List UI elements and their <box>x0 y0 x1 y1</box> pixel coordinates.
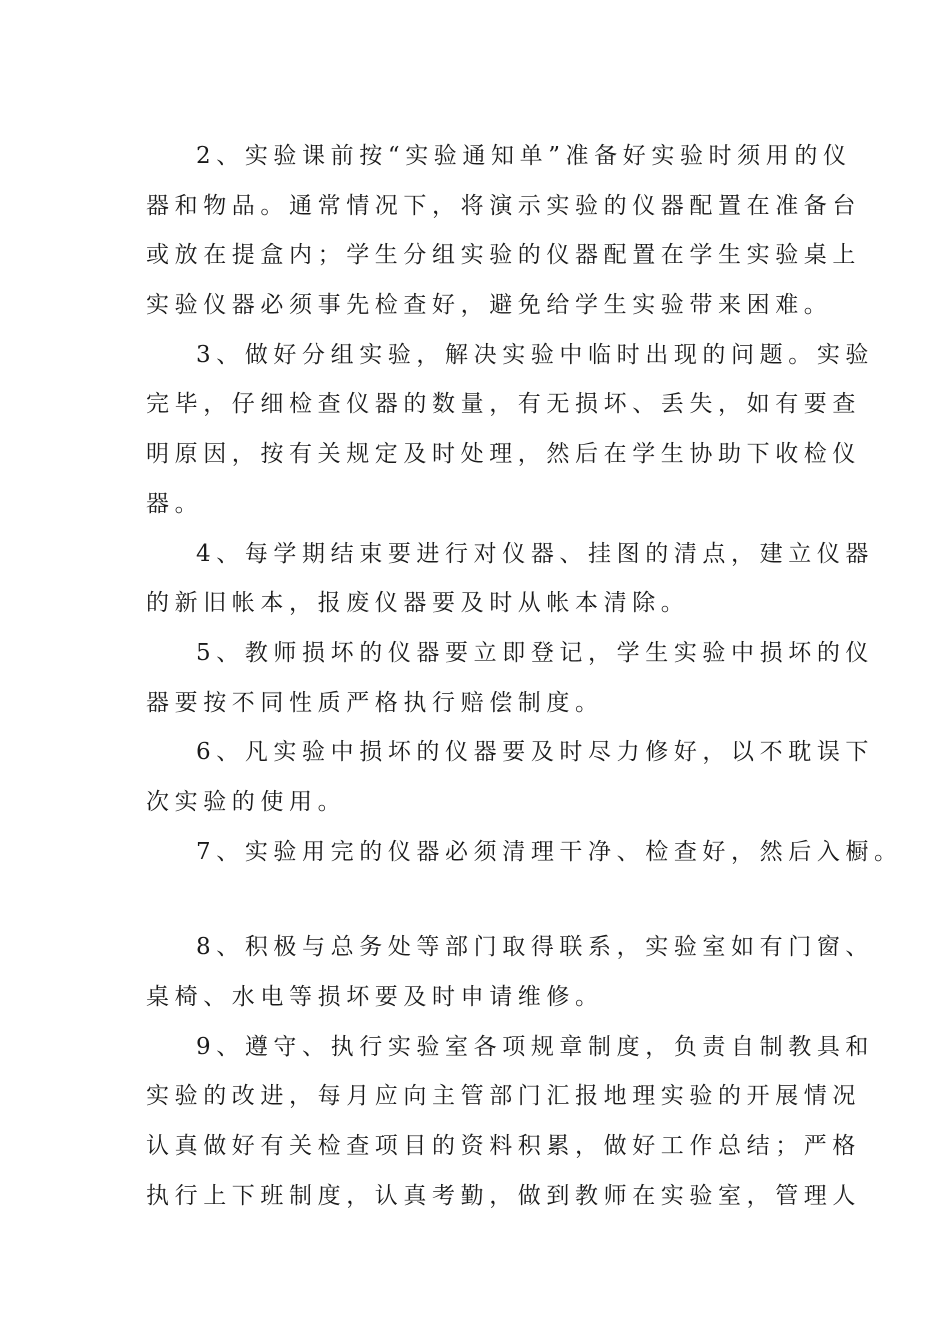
text-line: 4、每学期结束要进行对仪器、挂图的清点，建立仪器 <box>196 540 875 567</box>
text-line: 器和物品。通常情况下，将演示实验的仪器配置在准备台 <box>146 192 861 219</box>
text-line: 桌椅、水电等损坏要及时申请维修。 <box>146 984 604 1010</box>
text-line: 9、遵守、执行实验室各项规章制度，负责自制教具和 <box>196 1033 875 1060</box>
text-line: 3、做好分组实验，解决实验中临时出现的问题。实验 <box>196 341 875 368</box>
text-line: 明原因，按有关规定及时处理，然后在学生协助下收检仪 <box>146 441 861 468</box>
text-line: 器要按不同性质严格执行赔偿制度。 <box>146 689 604 716</box>
text-line: 实验仪器必须事先检查好，避免给学生实验带来困难。 <box>146 292 833 319</box>
text-line: 完毕，仔细检查仪器的数量，有无损坏、丢失，如有要查 <box>146 391 861 418</box>
document-body <box>146 132 903 1221</box>
text-line: 次实验的使用。 <box>146 788 347 815</box>
text-line: 8、积极与总务处等部门取得联系，实验室如有门窗、 <box>196 934 875 961</box>
text-line: 5、教师损坏的仪器要立即登记，学生实验中损坏的仪 <box>196 639 875 666</box>
text-line: 执行上下班制度，认真考勤，做到教师在实验室，管理人 <box>146 1182 861 1209</box>
text-line: 7、实验用完的仪器必须清理干净、检查好，然后入橱。 <box>196 838 903 865</box>
text-line: 实验的改进，每月应向主管部门汇报地理实验的开展情况 <box>146 1083 861 1110</box>
text-line: 6、凡实验中损坏的仪器要及时尽力修好，以不耽误下 <box>196 739 875 766</box>
text-line: 的新旧帐本，报废仪器要及时从帐本清除。 <box>146 590 690 617</box>
text-line: 器。 <box>146 490 204 517</box>
text-line: 或放在提盒内；学生分组实验的仪器配置在学生实验桌上 <box>146 242 861 269</box>
text-line: 认真做好有关检查项目的资料积累，做好工作总结；严格 <box>146 1133 861 1160</box>
text-line: 2、实验课前按“实验通知单”准备好实验时须用的仪 <box>196 143 852 169</box>
